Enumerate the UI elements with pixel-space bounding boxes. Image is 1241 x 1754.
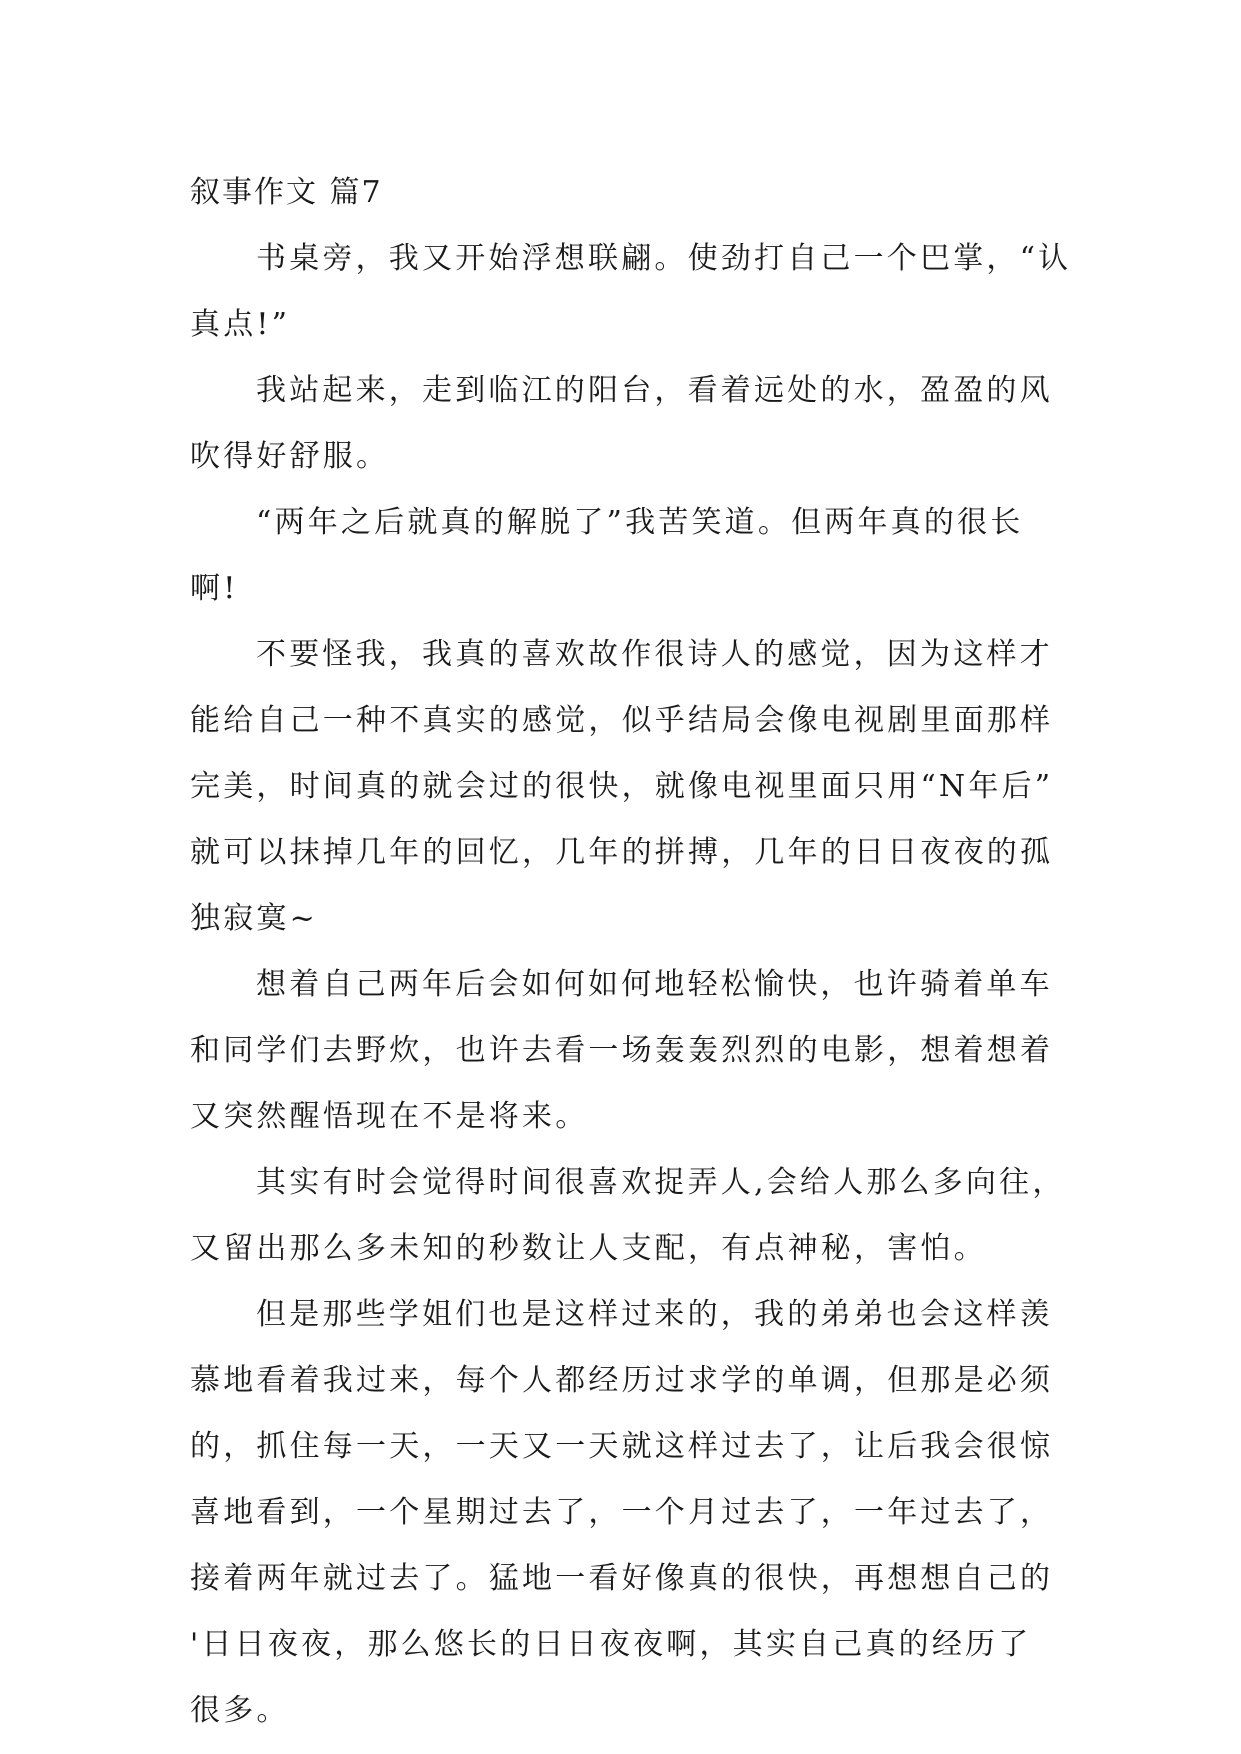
paragraph-3-line-2: 啊! [190,571,239,606]
paragraph-6-line-2: 又留出那么多未知的秒数让人支配，有点神秘，害怕。 [190,1231,987,1266]
paragraph-7-line-4: 喜地看到，一个星期过去了，一个月过去了，一年过去了， [190,1495,1054,1530]
paragraph-7-line-7: 很多。 [190,1693,290,1728]
paragraph-7-line-2: 慕地看着我过来，每个人都经历过求学的单调，但那是必须 [190,1363,1054,1398]
paragraph-2-line-2: 吹得好舒服。 [190,439,390,474]
paragraph-5-line-3: 又突然醒悟现在不是将来。 [190,1099,589,1134]
paragraph-2-line-1: 我站起来，走到临江的阳台，看着远处的水，盈盈的风 [256,373,1053,408]
paragraph-4-line-4: 就可以抹掉几年的回忆，几年的拼搏，几年的日日夜夜的孤 [190,835,1054,870]
document-page [190,160,1072,1744]
paragraph-7-line-6: '日日夜夜，那么悠长的日日夜夜啊，其实自己真的经历了 [190,1627,1032,1662]
paragraph-1-line-2: 真点!” [190,307,291,342]
paragraph-4-line-3: 完美，时间真的就会过的很快，就像电视里面只用“N年后” [190,769,1054,804]
paragraph-3-line-1: “两年之后就真的解脱了”我苦笑道。但两年真的很长 [256,505,1024,540]
paragraph-7-line-1: 但是那些学姐们也是这样过来的，我的弟弟也会这样羡 [256,1297,1053,1332]
paragraph-4-line-2: 能给自己一种不真实的感觉，似乎结局会像电视剧里面那样 [190,703,1054,738]
paragraph-7-line-3: 的，抓住每一天，一天又一天就这样过去了，让后我会很惊 [190,1429,1054,1464]
paragraph-5-line-1: 想着自己两年后会如何如何地轻松愉快，也许骑着单车 [256,967,1053,1002]
paragraph-4-line-1: 不要怪我，我真的喜欢故作很诗人的感觉，因为这样才 [256,637,1053,672]
paragraph-1-line-1: 书桌旁，我又开始浮想联翩。使劲打自己一个巴掌，“认 [256,241,1072,276]
document-title: 叙事作文 篇7 [190,175,383,210]
paragraph-4-line-5: 独寂寞~ [190,901,318,936]
paragraph-5-line-2: 和同学们去野炊，也许去看一场轰轰烈烈的电影，想着想着 [190,1033,1054,1068]
paragraph-6-line-1: 其实有时会觉得时间很喜欢捉弄人,会给人那么多向往， [256,1165,1066,1200]
paragraph-7-line-5: 接着两年就过去了。猛地一看好像真的很快，再想想自己的 [190,1561,1054,1596]
